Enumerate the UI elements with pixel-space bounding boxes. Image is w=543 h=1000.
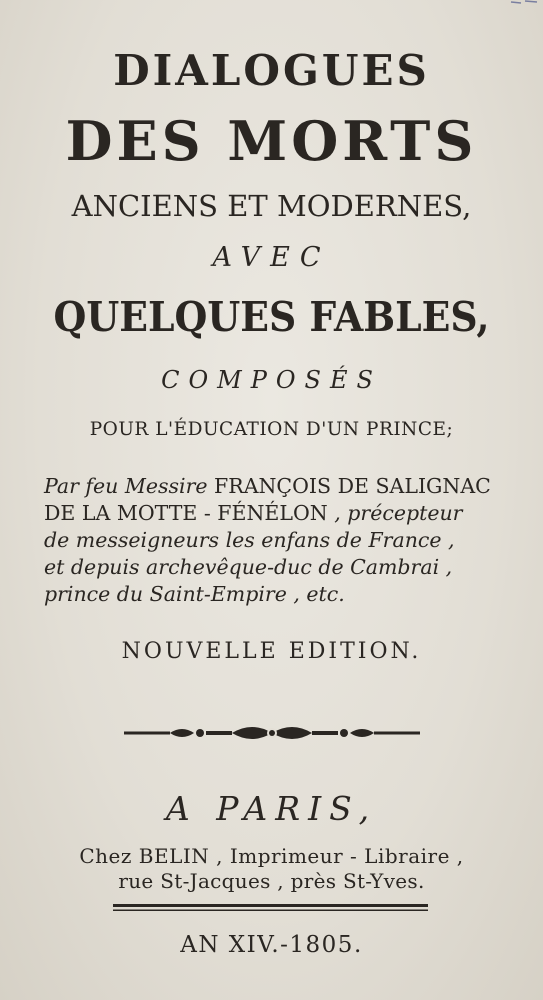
author-name-first: FRANÇOIS DE SALIGNAC <box>214 474 491 498</box>
subtitle-education: POUR L'ÉDUCATION D'UN PRINCE; <box>89 419 454 440</box>
title-line-fables: QUELQUES FABLES, <box>53 293 490 341</box>
author-credit-line-1 <box>44 473 514 500</box>
author-credit-prefix: Par feu Messire <box>44 474 215 498</box>
imprint-publisher: Chez BELIN , Imprimeur - Libraire , <box>79 844 464 868</box>
ornament-divider-icon <box>0 716 543 750</box>
corner-ink-mark <box>507 0 543 14</box>
imprint-place: A PARIS, <box>165 789 378 828</box>
author-name-last: DE LA MOTTE - FÉNÉLON <box>44 501 328 525</box>
imprint-address: rue St-Jacques , près St-Yves. <box>118 869 425 893</box>
author-role: , précepteur <box>327 501 463 525</box>
subtitle-anciens: ANCIENS ET MODERNES, <box>71 189 472 223</box>
subtitle-composes: COMPOSÉS <box>161 366 382 394</box>
edition-note: NOUVELLE EDITION. <box>121 639 422 664</box>
imprint-date: AN XIV.-1805. <box>180 932 363 958</box>
title-line-dialogues: DIALOGUES <box>113 46 430 95</box>
author-credit-line-5: prince du Saint-Empire , etc. <box>44 582 345 606</box>
double-rule-divider <box>113 904 428 912</box>
title-line-des-morts: DES MORTS <box>65 109 478 173</box>
author-credit-line-2 <box>44 500 514 527</box>
author-credit-line-3: de messeigneurs les enfans de France , <box>44 528 455 552</box>
subtitle-avec: AVEC <box>212 242 331 273</box>
author-credit-line-4: et depuis archevêque-duc de Cambrai , <box>44 555 453 579</box>
